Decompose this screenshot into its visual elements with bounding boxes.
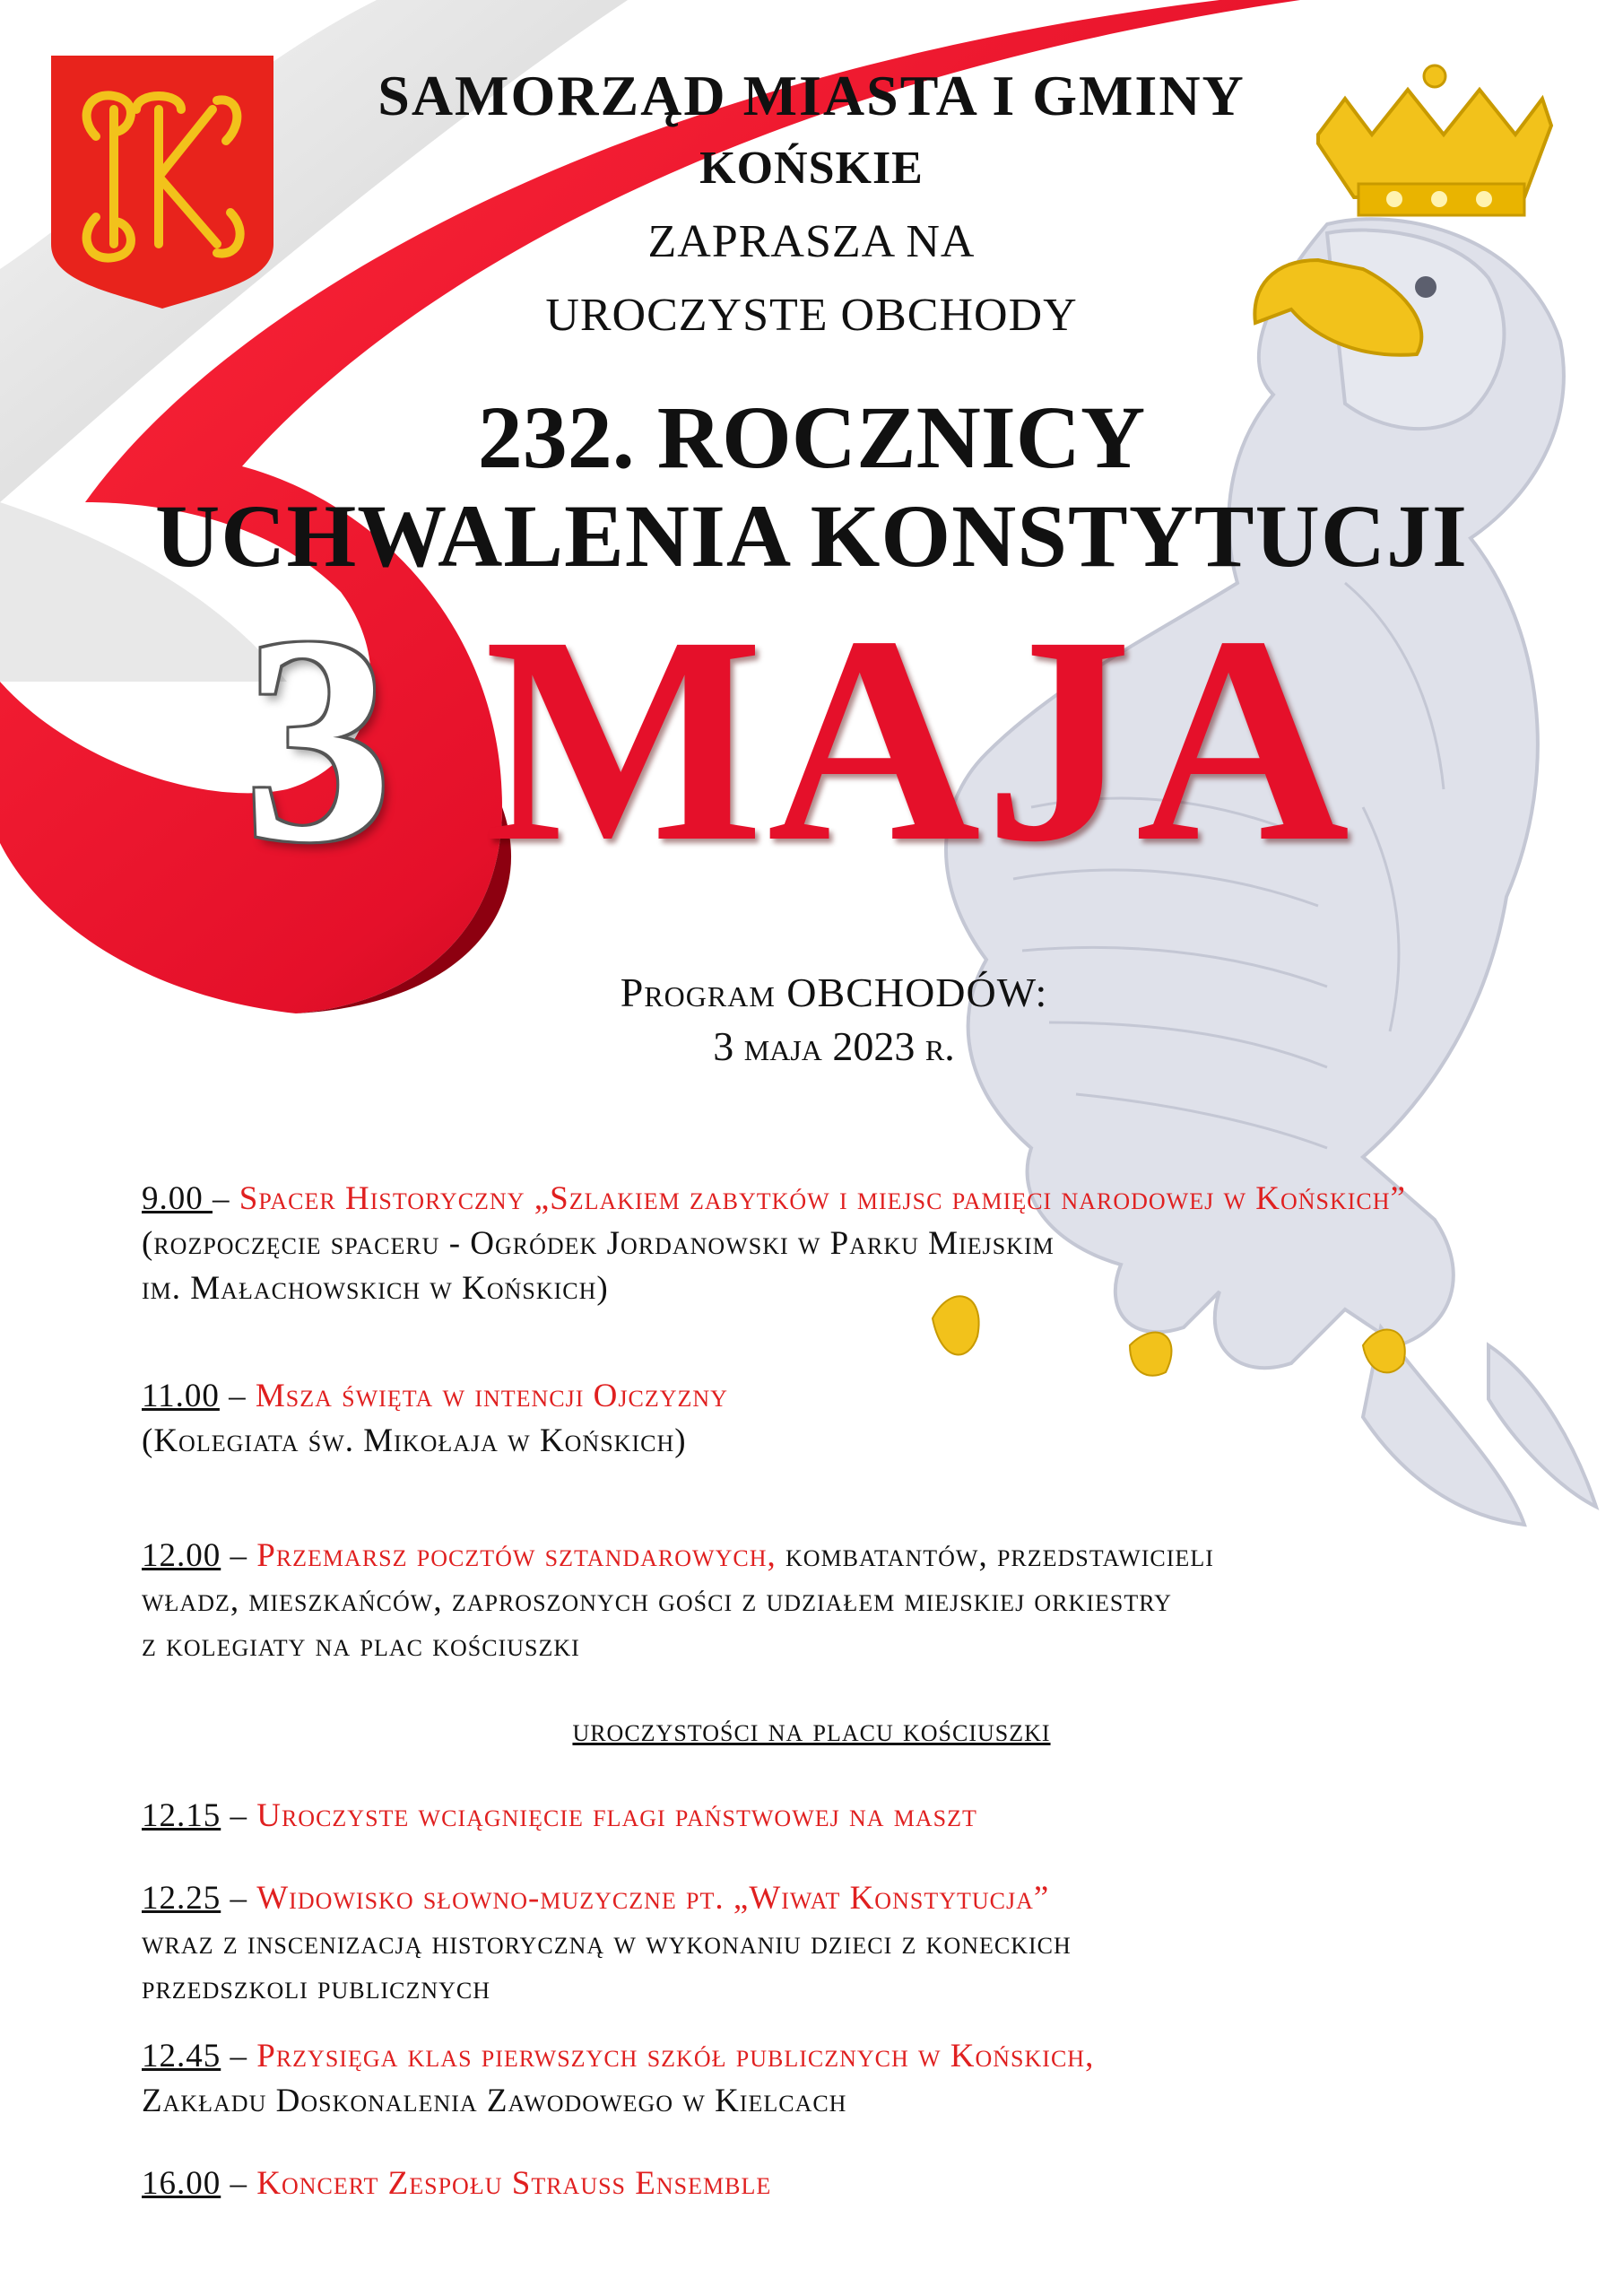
big-number: 3 [244, 576, 392, 903]
schedule-detail: z kolegiaty na plac kościuszki [142, 1627, 580, 1664]
schedule-detail: (rozpoczęcie spaceru - Ogródek Jordanowski w Parku Miejskim [142, 1225, 1055, 1262]
program-date: 3 maja 2023 r. [713, 1023, 955, 1069]
schedule-time: 9.00 [142, 1180, 213, 1217]
schedule-time: 12.15 [142, 1797, 221, 1834]
title-line2: UCHWALENIA KONSTYTUCJI [155, 486, 1468, 586]
schedule-item-headline [142, 1177, 1541, 1222]
schedule-detail: (Kolegiata św. Mikołaja w Końskich) [142, 1422, 687, 1459]
schedule-title: Uroczyste wciągnięcie flagi państwowej na maszt [256, 1797, 977, 1834]
schedule-title: Przysięga klas pierwszych szkół publicznych w Końskich, [256, 2038, 1095, 2074]
section-title: uroczystości na placu kościuszki [572, 1712, 1051, 1749]
schedule-dash: – [221, 2038, 257, 2074]
organizer-line2: KOŃSKIE [699, 143, 924, 194]
schedule-detail: Zakładu Doskonalenia Zawodowego w Kielcach [142, 2083, 847, 2119]
ceremony-item-1215 [142, 1794, 1541, 1839]
schedule-detail: przedszkoli publicznych [142, 1970, 491, 2006]
ceremony-item-1245 [142, 2034, 1541, 2124]
schedule-item-1100 [142, 1374, 1541, 1464]
schedule-dash: – [219, 1378, 256, 1414]
schedule-dash: – [221, 2165, 257, 2202]
schedule-dash: – [221, 1880, 257, 1917]
ceremony-item-1225 [142, 1876, 1541, 2011]
schedule-title: Przemarsz pocztów sztandarowych, [256, 1537, 777, 1574]
big-word: MAJA [484, 576, 1354, 903]
schedule-time: 12.25 [142, 1880, 221, 1917]
schedule-title: Koncert Zespołu Strauss Ensemble [256, 2165, 772, 2202]
schedule-item-1200 [142, 1534, 1541, 1668]
schedule-title: Msza święta w intencji Ojczyzny [255, 1378, 728, 1414]
title-line1: 232. ROCZNICY [477, 387, 1146, 487]
schedule-detail: władz, mieszkańców, zaproszonych gości z udziałem miejskiej orkiestry [142, 1582, 1172, 1619]
program-heading: Program OBCHODÓW: [620, 970, 1048, 1015]
schedule-dash: – [221, 1797, 257, 1834]
schedule-detail: im. Małachowskich w Końskich) [142, 1270, 609, 1307]
ceremony-item-1600 [142, 2161, 1541, 2206]
schedule-detail-inline: kombatantów, przedstawicieli [776, 1537, 1214, 1574]
schedule-title: Widowisko słowno-muzyczne pt. „Wiwat Konstytucja” [256, 1880, 1050, 1917]
schedule-time: 12.00 [142, 1537, 221, 1574]
schedule-detail: wraz z inscenizacją historyczną w wykonaniu dzieci z koneckich [142, 1925, 1072, 1961]
invitation-line2: UROCZYSTE OBCHODY [545, 290, 1078, 341]
schedule-item-0900 [142, 1177, 1541, 1311]
schedule-time: 11.00 [142, 1378, 220, 1414]
schedule-time: 12.45 [142, 2038, 221, 2074]
invitation-line1: ZAPRASZA NA [647, 216, 976, 267]
schedule-dash: – [221, 1537, 257, 1574]
organizer-line1: SAMORZĄD MIASTA I GMINY [378, 64, 1245, 127]
schedule-dash: – [213, 1180, 239, 1217]
schedule-time: 16.00 [142, 2165, 221, 2202]
schedule-title: Spacer Historyczny „Szlakiem zabytków i miejsc pamięci narodowej w Końskich” [239, 1180, 1406, 1217]
